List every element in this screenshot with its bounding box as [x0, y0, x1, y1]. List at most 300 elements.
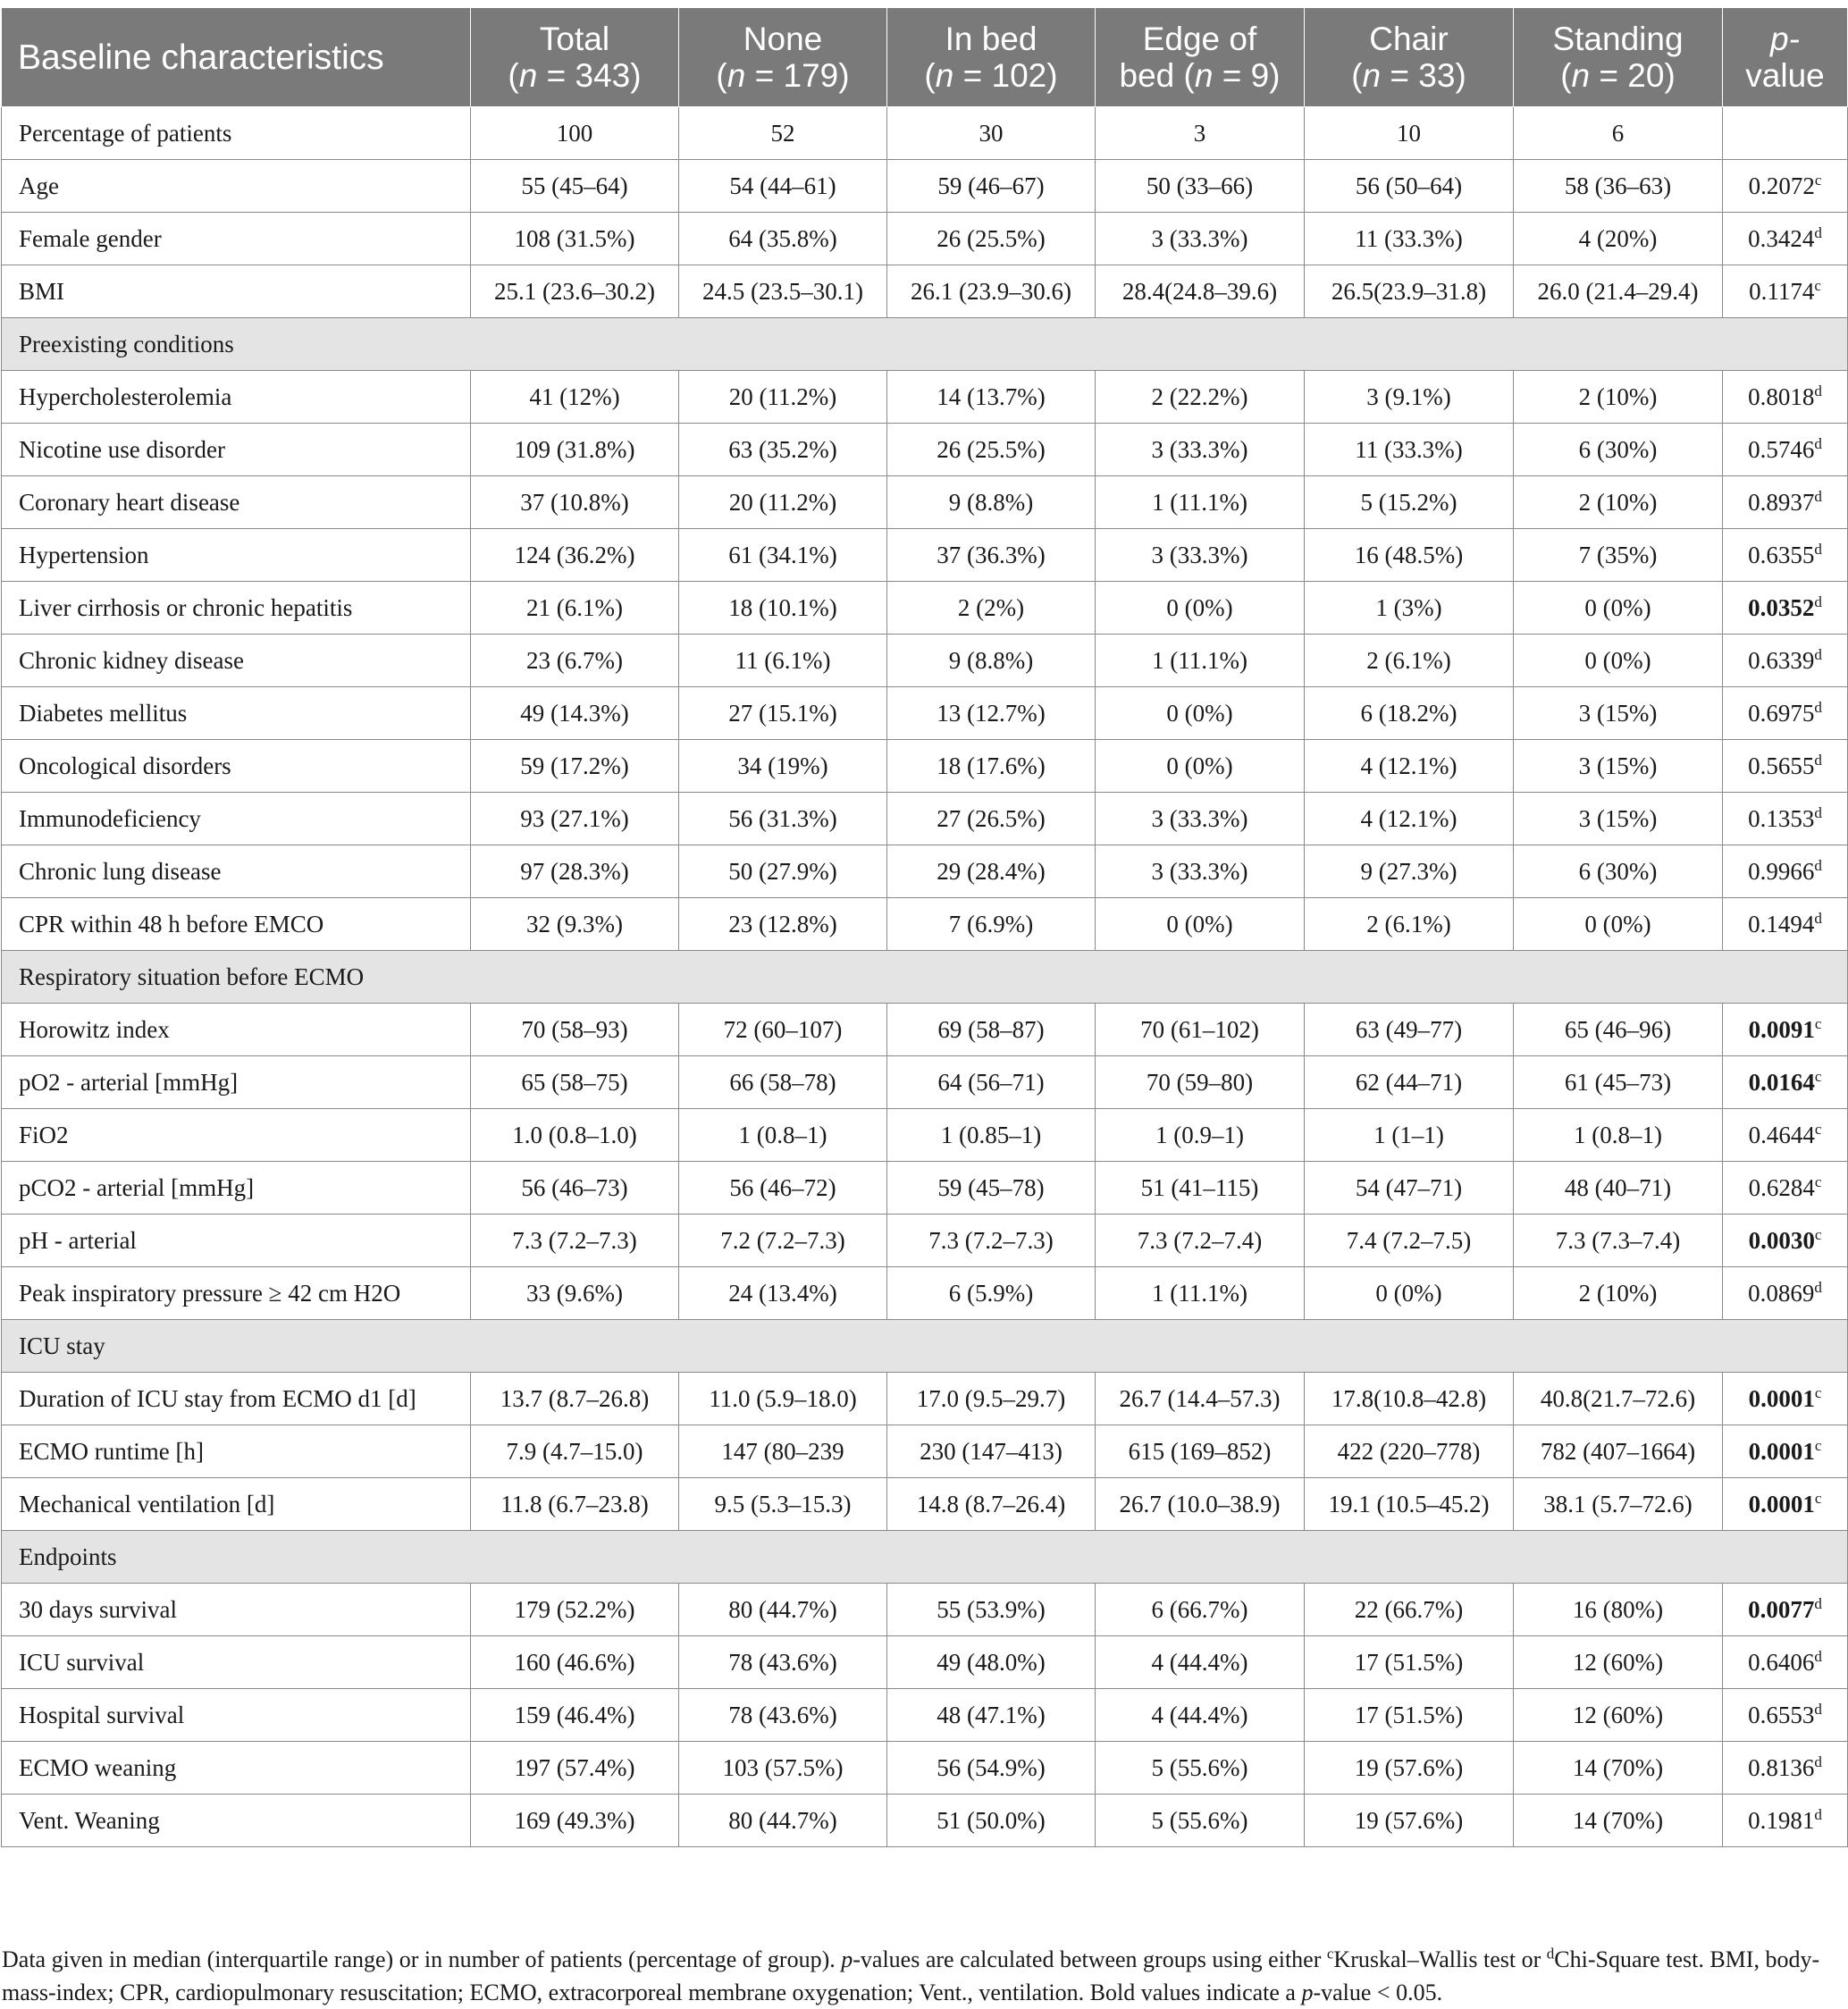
row-label: pH - arterial	[2, 1215, 471, 1267]
table-row	[2, 1267, 1848, 1320]
table-cell: 61 (34.1%)	[679, 529, 887, 582]
table-cell: 20 (11.2%)	[679, 371, 887, 424]
row-label: BMI	[2, 265, 471, 318]
table-cell: 1 (0.9–1)	[1096, 1109, 1305, 1162]
table-cell: 1 (11.1%)	[1096, 1267, 1305, 1320]
table-cell: 20 (11.2%)	[679, 476, 887, 529]
row-label: ICU survival	[2, 1636, 471, 1689]
row-label: Percentage of patients	[2, 107, 471, 160]
p-value: 0.6339	[1748, 646, 1815, 674]
table-cell: 7.3 (7.2–7.3)	[471, 1215, 679, 1267]
table-cell: 3 (33.3%)	[1096, 793, 1305, 845]
p-value: 0.1174	[1749, 277, 1815, 305]
table-cell: 3 (33.3%)	[1096, 213, 1305, 265]
table-row	[2, 160, 1848, 213]
table-row	[2, 1425, 1848, 1478]
table-cell: 26.1 (23.9–30.6)	[887, 265, 1096, 318]
table-cell: 37 (36.3%)	[887, 529, 1096, 582]
p-value-cell	[1723, 582, 1848, 635]
table-row	[2, 898, 1848, 951]
p-value: 0.8937	[1748, 488, 1815, 516]
section-title: Respiratory situation before ECMO	[2, 951, 1848, 1004]
table-row	[2, 1689, 1848, 1742]
p-value-cell	[1723, 1425, 1848, 1478]
table-cell: 56 (31.3%)	[679, 793, 887, 845]
p-value: 0.6406	[1748, 1648, 1815, 1676]
row-label: Chronic lung disease	[2, 845, 471, 898]
p-value-cell	[1723, 1109, 1848, 1162]
table-row	[2, 265, 1848, 318]
table-cell: 0 (0%)	[1096, 582, 1305, 635]
table-cell: 197 (57.4%)	[471, 1742, 679, 1795]
p-value-cell	[1723, 1636, 1848, 1689]
table-cell: 2 (10%)	[1514, 371, 1723, 424]
table-cell: 782 (407–1664)	[1514, 1425, 1723, 1478]
table-cell: 70 (61–102)	[1096, 1004, 1305, 1056]
table-cell: 1 (0.85–1)	[887, 1109, 1096, 1162]
baseline-characteristics-table	[1, 7, 1848, 1847]
p-value-cell	[1723, 793, 1848, 845]
table-cell: 4 (12.1%)	[1305, 793, 1514, 845]
table-cell: 4 (44.4%)	[1096, 1689, 1305, 1742]
header-row	[2, 8, 1848, 107]
p-value-test-marker: d	[1814, 382, 1822, 399]
p-value-cell	[1723, 107, 1848, 160]
table-row	[2, 476, 1848, 529]
p-value-cell	[1723, 1056, 1848, 1109]
table-cell: 55 (45–64)	[471, 160, 679, 213]
row-label: FiO2	[2, 1109, 471, 1162]
table-cell: 10	[1305, 107, 1514, 160]
table-cell: 24.5 (23.5–30.1)	[679, 265, 887, 318]
header-col-p-value: p- value	[1723, 8, 1848, 107]
table-row	[2, 1795, 1848, 1847]
table-cell: 4 (12.1%)	[1305, 740, 1514, 793]
p-value: 0.0077	[1748, 1595, 1815, 1623]
table-cell: 22 (66.7%)	[1305, 1584, 1514, 1636]
table-cell: 18 (10.1%)	[679, 582, 887, 635]
table-cell: 11 (33.3%)	[1305, 213, 1514, 265]
table-cell: 29 (28.4%)	[887, 845, 1096, 898]
table-cell: 11 (6.1%)	[679, 635, 887, 687]
table-cell: 0 (0%)	[1514, 582, 1723, 635]
table-cell: 63 (35.2%)	[679, 424, 887, 476]
table-cell: 3 (15%)	[1514, 793, 1723, 845]
table-cell: 16 (48.5%)	[1305, 529, 1514, 582]
table-cell: 0 (0%)	[1096, 687, 1305, 740]
header-label: Baseline characteristics	[2, 8, 471, 107]
table-cell: 0 (0%)	[1096, 740, 1305, 793]
table-row	[2, 582, 1848, 635]
table-cell: 93 (27.1%)	[471, 793, 679, 845]
table-cell: 56 (46–73)	[471, 1162, 679, 1215]
row-label: Chronic kidney disease	[2, 635, 471, 687]
table-row	[2, 1584, 1848, 1636]
p-value-cell	[1723, 1689, 1848, 1742]
table-row	[2, 1109, 1848, 1162]
p-value: 0.2072	[1748, 172, 1815, 199]
table-cell: 19.1 (10.5–45.2)	[1305, 1478, 1514, 1531]
table-cell: 1 (11.1%)	[1096, 635, 1305, 687]
header-col-in-bed: In bed (n = 102)	[887, 8, 1096, 107]
table-cell: 1 (11.1%)	[1096, 476, 1305, 529]
table-cell: 1 (0.8–1)	[1514, 1109, 1723, 1162]
p-value-cell	[1723, 1742, 1848, 1795]
table-cell: 108 (31.5%)	[471, 213, 679, 265]
p-value-cell	[1723, 160, 1848, 213]
table-cell: 61 (45–73)	[1514, 1056, 1723, 1109]
table-row	[2, 424, 1848, 476]
table-cell: 7.3 (7.2–7.3)	[887, 1215, 1096, 1267]
table-cell: 4 (44.4%)	[1096, 1636, 1305, 1689]
p-value-test-marker: d	[1814, 434, 1822, 452]
table-cell: 7 (6.9%)	[887, 898, 1096, 951]
section-title: Preexisting conditions	[2, 318, 1848, 371]
table-cell: 50 (27.9%)	[679, 845, 887, 898]
p-value-test-marker: d	[1814, 593, 1822, 610]
p-value-test-marker: c	[1814, 1436, 1822, 1454]
table-cell: 26.0 (21.4–29.4)	[1514, 265, 1723, 318]
table-cell: 3 (33.3%)	[1096, 845, 1305, 898]
table-cell: 80 (44.7%)	[679, 1584, 887, 1636]
table-cell: 26.7 (14.4–57.3)	[1096, 1373, 1305, 1425]
p-value-test-marker: c	[1814, 171, 1822, 189]
table-cell: 3 (15%)	[1514, 687, 1723, 740]
table-body	[2, 107, 1848, 1847]
table-cell: 27 (26.5%)	[887, 793, 1096, 845]
table-cell: 124 (36.2%)	[471, 529, 679, 582]
p-value: 0.0001	[1748, 1490, 1815, 1517]
p-value: 0.0001	[1748, 1384, 1815, 1412]
table-cell: 179 (52.2%)	[471, 1584, 679, 1636]
table-cell: 11.0 (5.9–18.0)	[679, 1373, 887, 1425]
table-cell: 48 (47.1%)	[887, 1689, 1096, 1742]
table-cell: 58 (36–63)	[1514, 160, 1723, 213]
table-cell: 78 (43.6%)	[679, 1636, 887, 1689]
table-row	[2, 740, 1848, 793]
p-value-test-marker: d	[1814, 223, 1822, 241]
section-title: Endpoints	[2, 1531, 1848, 1584]
p-value-test-marker: c	[1814, 1173, 1822, 1190]
table-cell: 54 (44–61)	[679, 160, 887, 213]
header-col-total: Total (n = 343)	[471, 8, 679, 107]
table-cell: 64 (35.8%)	[679, 213, 887, 265]
table-cell: 21 (6.1%)	[471, 582, 679, 635]
p-value: 0.0091	[1748, 1015, 1815, 1043]
p-value: 0.0869	[1748, 1279, 1815, 1307]
table-cell: 3	[1096, 107, 1305, 160]
p-value-cell	[1723, 1478, 1848, 1531]
table-cell: 12 (60%)	[1514, 1689, 1723, 1742]
table-cell: 103 (57.5%)	[679, 1742, 887, 1795]
table-cell: 33 (9.6%)	[471, 1267, 679, 1320]
p-value-test-marker: d	[1814, 1278, 1822, 1296]
table-cell: 72 (60–107)	[679, 1004, 887, 1056]
p-value-test-marker: c	[1814, 1067, 1822, 1085]
table-cell: 147 (80–239	[679, 1425, 887, 1478]
section-header-row	[2, 951, 1848, 1004]
table-cell: 109 (31.8%)	[471, 424, 679, 476]
table-row	[2, 1056, 1848, 1109]
table-row	[2, 1004, 1848, 1056]
table-cell: 16 (80%)	[1514, 1584, 1723, 1636]
section-header-row	[2, 1320, 1848, 1373]
section-title: ICU stay	[2, 1320, 1848, 1373]
table-header	[2, 8, 1848, 107]
table-cell: 25.1 (23.6–30.2)	[471, 265, 679, 318]
table-cell: 6 (5.9%)	[887, 1267, 1096, 1320]
row-label: Hospital survival	[2, 1689, 471, 1742]
table-cell: 0 (0%)	[1096, 898, 1305, 951]
p-value-cell	[1723, 845, 1848, 898]
table-row	[2, 371, 1848, 424]
p-value: 0.6355	[1748, 541, 1815, 568]
table-cell: 14 (70%)	[1514, 1795, 1723, 1847]
row-label: ECMO weaning	[2, 1742, 471, 1795]
table-cell: 37 (10.8%)	[471, 476, 679, 529]
header-col-none: None (n = 179)	[679, 8, 887, 107]
table-cell: 30	[887, 107, 1096, 160]
p-value-cell	[1723, 1004, 1848, 1056]
table-row	[2, 1162, 1848, 1215]
p-value-test-marker: d	[1814, 645, 1822, 663]
table-cell: 9 (27.3%)	[1305, 845, 1514, 898]
row-label: Age	[2, 160, 471, 213]
table-cell: 78 (43.6%)	[679, 1689, 887, 1742]
table-cell: 40.8(21.7–72.6)	[1514, 1373, 1723, 1425]
p-value-cell	[1723, 1267, 1848, 1320]
p-value-cell	[1723, 1215, 1848, 1267]
table-cell: 27 (15.1%)	[679, 687, 887, 740]
p-value-test-marker: c	[1814, 1120, 1822, 1138]
table-cell: 70 (59–80)	[1096, 1056, 1305, 1109]
table-cell: 32 (9.3%)	[471, 898, 679, 951]
table-cell: 14 (70%)	[1514, 1742, 1723, 1795]
table-cell: 41 (12%)	[471, 371, 679, 424]
section-header-row	[2, 318, 1848, 371]
table-cell: 17.8(10.8–42.8)	[1305, 1373, 1514, 1425]
table-cell: 159 (46.4%)	[471, 1689, 679, 1742]
p-value-cell	[1723, 1373, 1848, 1425]
table-cell: 17 (51.5%)	[1305, 1689, 1514, 1742]
table-row	[2, 529, 1848, 582]
table-cell: 2 (2%)	[887, 582, 1096, 635]
table-cell: 19 (57.6%)	[1305, 1742, 1514, 1795]
p-value: 0.0001	[1748, 1437, 1815, 1465]
header-col-chair: Chair (n = 33)	[1305, 8, 1514, 107]
table-cell: 2 (6.1%)	[1305, 898, 1514, 951]
table-cell: 48 (40–71)	[1514, 1162, 1723, 1215]
table-cell: 66 (58–78)	[679, 1056, 887, 1109]
row-label: Horowitz index	[2, 1004, 471, 1056]
row-label: Liver cirrhosis or chronic hepatitis	[2, 582, 471, 635]
table-cell: 19 (57.6%)	[1305, 1795, 1514, 1847]
table-cell: 54 (47–71)	[1305, 1162, 1514, 1215]
p-value-test-marker: d	[1814, 1805, 1822, 1823]
table-row	[2, 213, 1848, 265]
table-cell: 2 (10%)	[1514, 476, 1723, 529]
table-cell: 38.1 (5.7–72.6)	[1514, 1478, 1723, 1531]
p-value: 0.0164	[1748, 1068, 1815, 1096]
p-value-cell	[1723, 635, 1848, 687]
table-cell: 49 (14.3%)	[471, 687, 679, 740]
table-row	[2, 1373, 1848, 1425]
p-value-test-marker: c	[1814, 1489, 1822, 1507]
table-cell: 11 (33.3%)	[1305, 424, 1514, 476]
table-cell: 97 (28.3%)	[471, 845, 679, 898]
p-value: 0.8018	[1748, 382, 1815, 410]
table-cell: 0 (0%)	[1305, 1267, 1514, 1320]
row-label: Vent. Weaning	[2, 1795, 471, 1847]
row-label: Coronary heart disease	[2, 476, 471, 529]
table-cell: 4 (20%)	[1514, 213, 1723, 265]
table-cell: 65 (46–96)	[1514, 1004, 1723, 1056]
p-value-cell	[1723, 476, 1848, 529]
table-cell: 24 (13.4%)	[679, 1267, 887, 1320]
table-cell: 49 (48.0%)	[887, 1636, 1096, 1689]
table-cell: 59 (45–78)	[887, 1162, 1096, 1215]
row-label: Hypertension	[2, 529, 471, 582]
table-cell: 56 (54.9%)	[887, 1742, 1096, 1795]
table-cell: 14.8 (8.7–26.4)	[887, 1478, 1096, 1531]
p-value-cell	[1723, 424, 1848, 476]
table-container	[0, 7, 1848, 2005]
table-cell: 7.3 (7.2–7.4)	[1096, 1215, 1305, 1267]
p-value-test-marker: d	[1814, 1594, 1822, 1612]
table-cell: 422 (220–778)	[1305, 1425, 1514, 1478]
p-value: 0.3424	[1748, 224, 1815, 252]
p-value: 0.6975	[1748, 699, 1815, 727]
table-cell: 7.3 (7.3–7.4)	[1514, 1215, 1723, 1267]
p-value-test-marker: c	[1814, 1225, 1822, 1243]
table-row	[2, 1742, 1848, 1795]
table-cell: 63 (49–77)	[1305, 1004, 1514, 1056]
table-cell: 1 (1–1)	[1305, 1109, 1514, 1162]
table-cell: 55 (53.9%)	[887, 1584, 1096, 1636]
table-cell: 2 (22.2%)	[1096, 371, 1305, 424]
table-cell: 5 (15.2%)	[1305, 476, 1514, 529]
table-cell: 9 (8.8%)	[887, 476, 1096, 529]
table-cell: 14 (13.7%)	[887, 371, 1096, 424]
table-cell: 26 (25.5%)	[887, 213, 1096, 265]
p-value: 0.5746	[1748, 435, 1815, 463]
row-label: Oncological disorders	[2, 740, 471, 793]
table-cell: 3 (33.3%)	[1096, 424, 1305, 476]
table-row	[2, 793, 1848, 845]
p-value: 0.5655	[1748, 752, 1815, 779]
p-value-cell	[1723, 740, 1848, 793]
table-cell: 28.4(24.8–39.6)	[1096, 265, 1305, 318]
table-cell: 6	[1514, 107, 1723, 160]
table-cell: 9 (8.8%)	[887, 635, 1096, 687]
table-cell: 7 (35%)	[1514, 529, 1723, 582]
table-row	[2, 107, 1848, 160]
row-label: Female gender	[2, 213, 471, 265]
table-cell: 23 (6.7%)	[471, 635, 679, 687]
table-cell: 5 (55.6%)	[1096, 1742, 1305, 1795]
p-value-cell	[1723, 1162, 1848, 1215]
p-value-test-marker: d	[1814, 1700, 1822, 1718]
p-value-cell	[1723, 213, 1848, 265]
table-cell: 11.8 (6.7–23.8)	[471, 1478, 679, 1531]
table-cell: 26 (25.5%)	[887, 424, 1096, 476]
row-label: Immunodeficiency	[2, 793, 471, 845]
p-value: 0.1494	[1748, 910, 1815, 937]
table-cell: 80 (44.7%)	[679, 1795, 887, 1847]
table-cell: 51 (41–115)	[1096, 1162, 1305, 1215]
table-cell: 169 (49.3%)	[471, 1795, 679, 1847]
row-label: Duration of ICU stay from ECMO d1 [d]	[2, 1373, 471, 1425]
table-cell: 26.5(23.9–31.8)	[1305, 265, 1514, 318]
table-row	[2, 635, 1848, 687]
table-cell: 52	[679, 107, 887, 160]
p-value: 0.1353	[1748, 804, 1815, 832]
table-cell: 9.5 (5.3–15.3)	[679, 1478, 887, 1531]
table-cell: 17 (51.5%)	[1305, 1636, 1514, 1689]
table-cell: 3 (15%)	[1514, 740, 1723, 793]
table-row	[2, 1215, 1848, 1267]
table-cell: 56 (46–72)	[679, 1162, 887, 1215]
p-value: 0.6284	[1748, 1173, 1815, 1201]
row-label: Mechanical ventilation [d]	[2, 1478, 471, 1531]
p-value: 0.8136	[1748, 1753, 1815, 1781]
table-cell: 56 (50–64)	[1305, 160, 1514, 213]
table-cell: 12 (60%)	[1514, 1636, 1723, 1689]
table-cell: 0 (0%)	[1514, 635, 1723, 687]
p-value-cell	[1723, 898, 1848, 951]
table-cell: 1 (0.8–1)	[679, 1109, 887, 1162]
table-cell: 3 (33.3%)	[1096, 529, 1305, 582]
p-value-test-marker: d	[1814, 751, 1822, 769]
row-label: Nicotine use disorder	[2, 424, 471, 476]
p-value-cell	[1723, 687, 1848, 740]
row-label: Diabetes mellitus	[2, 687, 471, 740]
table-cell: 17.0 (9.5–29.7)	[887, 1373, 1096, 1425]
table-cell: 34 (19%)	[679, 740, 887, 793]
p-value-test-marker: d	[1814, 1647, 1822, 1665]
p-value-test-marker: c	[1814, 1014, 1822, 1032]
table-cell: 230 (147–413)	[887, 1425, 1096, 1478]
p-value-cell	[1723, 1795, 1848, 1847]
table-cell: 51 (50.0%)	[887, 1795, 1096, 1847]
p-value: 0.9966	[1748, 857, 1815, 885]
header-col-edge-of-bed: Edge of bed (n = 9)	[1096, 8, 1305, 107]
p-value-test-marker: d	[1814, 803, 1822, 821]
p-value-cell	[1723, 1584, 1848, 1636]
table-cell: 5 (55.6%)	[1096, 1795, 1305, 1847]
table-cell: 1.0 (0.8–1.0)	[471, 1109, 679, 1162]
table-cell: 59 (17.2%)	[471, 740, 679, 793]
table-cell: 7.9 (4.7–15.0)	[471, 1425, 679, 1478]
p-value: 0.4644	[1748, 1121, 1815, 1148]
table-footnote: Data given in median (interquartile range) or in number of patients (percentage of group). p-values are calculated between groups using either $^c$Kruskal–Wallis test or $^d$Chi-Square test. BMI, body-mass-index; CPR, cardiopulmonary resuscitation; ECMO, extracorporeal membrane oxygenation; Vent., ventilation. Bold values indicate a p-value < 0.05.	[2, 1945, 1820, 2005]
p-value-test-marker: d	[1814, 487, 1822, 505]
table-cell: 64 (56–71)	[887, 1056, 1096, 1109]
table-cell: 65 (58–75)	[471, 1056, 679, 1109]
table-cell: 6 (18.2%)	[1305, 687, 1514, 740]
table-cell: 100	[471, 107, 679, 160]
table-cell: 6 (66.7%)	[1096, 1584, 1305, 1636]
row-label: CPR within 48 h before EMCO	[2, 898, 471, 951]
p-value: 0.6553	[1748, 1701, 1815, 1728]
table-cell: 18 (17.6%)	[887, 740, 1096, 793]
table-cell: 615 (169–852)	[1096, 1425, 1305, 1478]
row-label: 30 days survival	[2, 1584, 471, 1636]
table-cell: 69 (58–87)	[887, 1004, 1096, 1056]
table-cell: 6 (30%)	[1514, 845, 1723, 898]
table-cell: 13.7 (8.7–26.8)	[471, 1373, 679, 1425]
table-cell: 50 (33–66)	[1096, 160, 1305, 213]
